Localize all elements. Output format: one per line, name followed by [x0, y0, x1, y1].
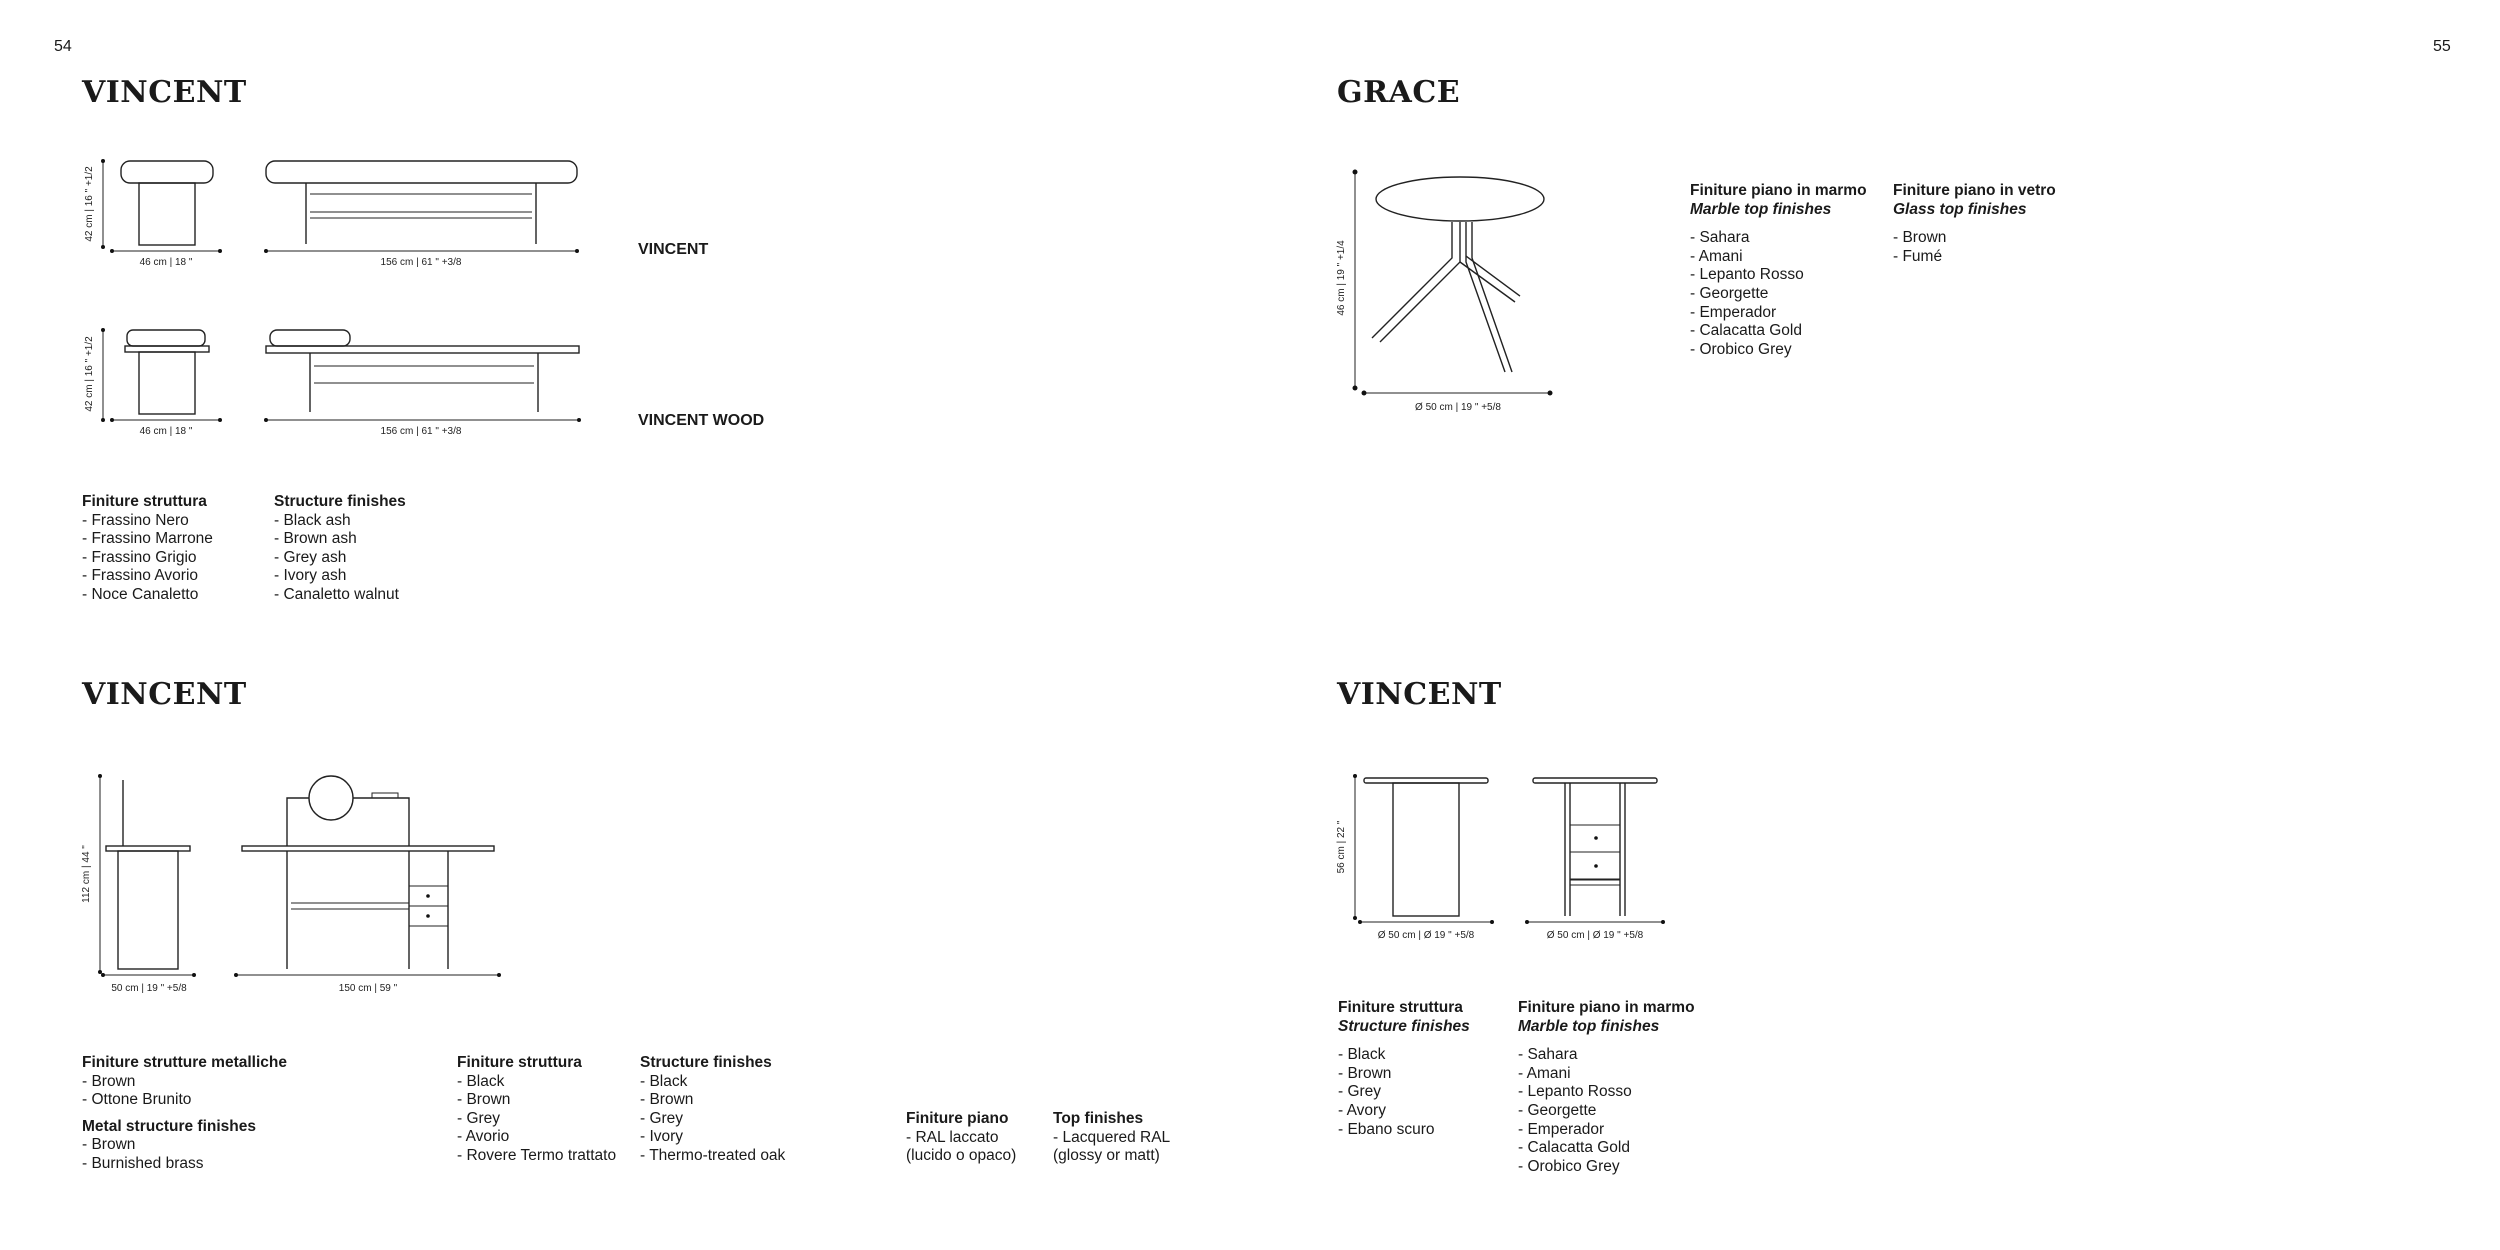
- finish-item: - Orobico Grey: [1518, 1157, 1620, 1175]
- desk-width-dim: 150 cm | 59 ": [338, 983, 398, 994]
- finish-item: - Calacatta Gold: [1690, 322, 1802, 340]
- finish-heading: Finiture piano in vetro: [1893, 182, 2056, 199]
- finish-item: - Brown: [457, 1091, 511, 1109]
- desk-top-finishes-it: [906, 1110, 1016, 1166]
- finish-item: - Georgette: [1690, 284, 1769, 302]
- finish-item: - Amani: [1690, 247, 1743, 265]
- desk-depth-dim: 50 cm | 19 " +5/8: [111, 983, 187, 994]
- section-title-vincent-side: VINCENT: [1337, 677, 1502, 712]
- finish-item: - Noce Canaletto: [82, 585, 199, 603]
- finish-item: - Frassino Avorio: [82, 567, 199, 585]
- grace-table-drawing: [1336, 170, 1553, 414]
- finish-item: - Fumé: [1893, 247, 1943, 265]
- finish-item: - Brown: [82, 1136, 136, 1154]
- finish-heading: Finiture struttura: [82, 493, 207, 510]
- finish-item: - Canaletto walnut: [274, 585, 399, 603]
- finish-item: - Frassino Grigio: [82, 548, 197, 566]
- finish-item: - Rovere Termo trattato: [457, 1146, 617, 1164]
- finish-item: - Emperador: [1518, 1120, 1605, 1138]
- finish-item: - Avorio: [457, 1128, 510, 1146]
- grace-marble-finishes: [1690, 182, 1867, 359]
- finish-subheading: Structure finishes: [1338, 1017, 1470, 1035]
- finish-item: - Ebano scuro: [1338, 1120, 1435, 1138]
- wood-bench-width-dim: 156 cm | 61 " +3/8: [380, 426, 462, 437]
- finish-heading: Structure finishes: [640, 1054, 772, 1071]
- finish-subheading: Glass top finishes: [1893, 200, 2027, 218]
- finish-item: - Brown ash: [274, 530, 357, 548]
- finish-item: - Brown: [1338, 1064, 1392, 1082]
- finish-item: - Grey ash: [274, 548, 347, 566]
- finish-item: - Emperador: [1690, 303, 1777, 321]
- finish-item: - RAL laccato: [906, 1128, 999, 1146]
- finish-item: - Sahara: [1690, 229, 1750, 247]
- finish-item: - Burnished brass: [82, 1154, 204, 1172]
- finish-item: - Frassino Marrone: [82, 530, 213, 548]
- finish-item: - Ivory ash: [274, 567, 347, 585]
- finish-item: - Ivory: [640, 1128, 684, 1146]
- finish-item: - Brown: [640, 1091, 694, 1109]
- model-label-vincent-wood: VINCENT WOOD: [638, 412, 765, 429]
- finish-heading: Metal structure finishes: [82, 1117, 256, 1135]
- finish-item: - Calacatta Gold: [1518, 1139, 1630, 1157]
- vincent-bench-drawing: [84, 159, 579, 268]
- finish-item: - Amani: [1518, 1064, 1571, 1082]
- wood-bench-depth-dim: 46 cm | 18 ": [139, 426, 193, 437]
- vincent-desk-drawing: [81, 774, 501, 994]
- finish-item: - Avory: [1338, 1101, 1386, 1119]
- bench-width-dim: 156 cm | 61 " +3/8: [380, 257, 462, 268]
- desk-top-finishes-en: [1053, 1110, 1170, 1166]
- wood-bench-height-dim: 42 cm | 16 " +1/2: [84, 336, 95, 412]
- side-table-diameter-dim-2: Ø 50 cm | Ø 19 " +5/8: [1546, 930, 1644, 941]
- grace-glass-finishes: [1893, 182, 2056, 266]
- side-table-diameter-dim-1: Ø 50 cm | Ø 19 " +5/8: [1377, 930, 1475, 941]
- desk-height-dim: 112 cm | 44 ": [81, 845, 92, 903]
- finish-item: - Lepanto Rosso: [1690, 266, 1804, 284]
- finish-item: - Black ash: [274, 511, 351, 529]
- side-table-marble-finishes: [1518, 999, 1695, 1176]
- finish-item: - Lacquered RAL: [1053, 1128, 1171, 1146]
- finish-heading: Finiture strutture metalliche: [82, 1054, 287, 1071]
- finish-item: - Lepanto Rosso: [1518, 1083, 1632, 1101]
- desk-structure-finishes-en: [640, 1054, 785, 1166]
- grace-diameter-dim: Ø 50 cm | 19 " +5/8: [1415, 402, 1501, 413]
- section-title-vincent-desk: VINCENT: [82, 677, 247, 712]
- model-label-vincent: VINCENT: [638, 241, 709, 258]
- bench-depth-dim: 46 cm | 18 ": [139, 257, 193, 268]
- bench-finishes-it: [82, 493, 213, 605]
- finish-subheading: Marble top finishes: [1518, 1017, 1660, 1035]
- vincent-side-table-drawing: [1336, 774, 1665, 941]
- finish-heading: Top finishes: [1053, 1110, 1144, 1127]
- finish-item: - Frassino Nero: [82, 511, 189, 529]
- section-title-vincent-bench: VINCENT: [82, 75, 247, 110]
- grace-height-dim: 46 cm | 19 " +1/4: [1336, 240, 1347, 316]
- finish-item: - Grey: [640, 1109, 684, 1127]
- finish-item: (glossy or matt): [1053, 1147, 1160, 1165]
- desk-metal-finishes: [82, 1054, 287, 1174]
- finish-heading: Finiture piano in marmo: [1690, 182, 1867, 199]
- side-table-structure-finishes: [1338, 999, 1470, 1139]
- finish-item: - Grey: [457, 1109, 501, 1127]
- bench-finishes-en: [274, 493, 406, 605]
- finish-subheading: Marble top finishes: [1690, 200, 1832, 218]
- finish-heading: Finiture struttura: [457, 1054, 582, 1071]
- desk-structure-finishes-it: [457, 1054, 616, 1166]
- vincent-wood-bench-drawing: [84, 328, 581, 437]
- finish-item: - Ottone Brunito: [82, 1091, 192, 1109]
- finish-heading: Structure finishes: [274, 493, 406, 510]
- finish-item: - Black: [1338, 1046, 1386, 1064]
- finish-item: - Brown: [82, 1072, 136, 1090]
- section-title-grace: GRACE: [1337, 75, 1461, 110]
- page-number-left: 54: [54, 38, 72, 55]
- page-number-right: 55: [2433, 38, 2451, 55]
- finish-heading: Finiture piano: [906, 1110, 1009, 1127]
- finish-heading: Finiture piano in marmo: [1518, 999, 1695, 1016]
- finish-item: - Georgette: [1518, 1101, 1597, 1119]
- finish-item: - Thermo-treated oak: [640, 1146, 786, 1164]
- side-table-height-dim: 56 cm | 22 ": [1336, 820, 1347, 874]
- bench-height-dim: 42 cm | 16 " +1/2: [84, 166, 95, 242]
- finish-heading: Finiture struttura: [1338, 999, 1463, 1016]
- finish-item: - Black: [457, 1072, 505, 1090]
- finish-item: (lucido o opaco): [906, 1147, 1017, 1165]
- finish-item: - Orobico Grey: [1690, 340, 1792, 358]
- finish-item: - Black: [640, 1072, 688, 1090]
- finish-item: - Sahara: [1518, 1046, 1578, 1064]
- finish-item: - Brown: [1893, 229, 1947, 247]
- finish-item: - Grey: [1338, 1083, 1382, 1101]
